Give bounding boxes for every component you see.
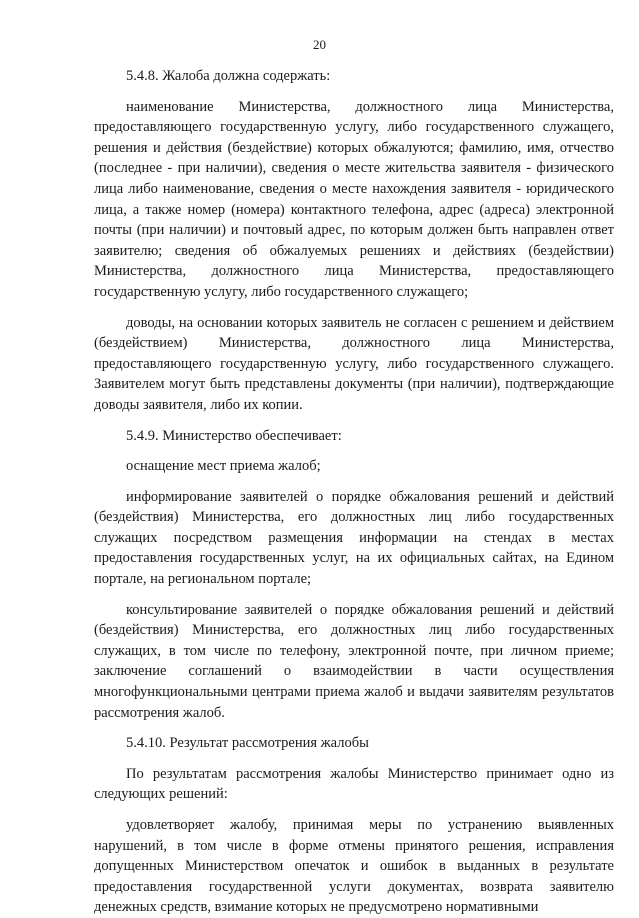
page-number: 20 (313, 37, 326, 52)
section-heading-5-4-9: 5.4.9. Министерство обеспечивает: (126, 427, 342, 444)
paragraph-applicant-arguments: доводы, на основании которых заявитель не согласен с решением и действием (бездействием) Министерства, должностного лица Министерства, предоставляющего государственную услугу, либо государственного служащего. Заявителем могут быть представлены документы (при наличии), подтверждающие доводы заявителя, либо их копии. (94, 314, 614, 413)
document-body (94, 66, 614, 918)
paragraph-complaint-contents: наименование Министерства, должностного лица Министерства, предоставляющего государственную услугу, либо государственного служащего, решения и действия (бездействие) которых обжалуются; фамилию, имя, отчество (последнее - при наличии), сведения о месте жительства заявителя - физического лица либо наименование, сведения о месте нахождения заявителя - юридического лица, а также номер (номера) контактного телефона, адрес (адреса) электронной почты (при наличии) и почтовый адрес, по которым должен быть направлен ответ заявителю; сведения об обжалуемых решениях и действиях (бездействии) Министерства, должностного лица Министерства, предоставляющего государственную услугу, либо государственного служащего; (94, 98, 614, 300)
paragraph-complaint-reception: оснащение мест приема жалоб; (126, 458, 321, 475)
paragraph-review-decisions: По результатам рассмотрения жалобы Министерство принимает одно из следующих решений: (94, 765, 614, 803)
paragraph-informing-applicants: информирование заявителей о порядке обжалования решений и действий (бездействия) Министерства, его должностных лиц либо государственных служащих посредством размещения информации на стендах в местах предоставления государственных услуг, на их официальных сайтах, на Едином портале, на региональном портале; (94, 488, 614, 588)
section-heading-5-4-8: 5.4.8. Жалоба должна содержать: (126, 68, 331, 84)
paragraph-satisfy-complaint: удовлетворяет жалобу, принимая меры по устранению выявленных нарушений, в том числе в форме отмены принятого решения, исправления допущенных Министерством опечаток и ошибок в выданных в результате предоставления государственной услуги документах, возврата заявителю денежных средств, взимание которых не предусмотрено нормативными (94, 817, 614, 916)
paragraph-consulting-applicants: консультирование заявителей о порядке обжалования решений и действий (бездействия) Министерства, его должностных лиц либо государственных служащих, в том числе по телефону, электронной почте, при личном приеме; заключение соглашений о взаимодействии в части осуществления многофункциональными центрами приема жалоб и выдачи заявителям результатов рассмотрения жалоб. (94, 601, 614, 721)
section-heading-5-4-10: 5.4.10. Результат рассмотрения жалобы (126, 735, 369, 752)
